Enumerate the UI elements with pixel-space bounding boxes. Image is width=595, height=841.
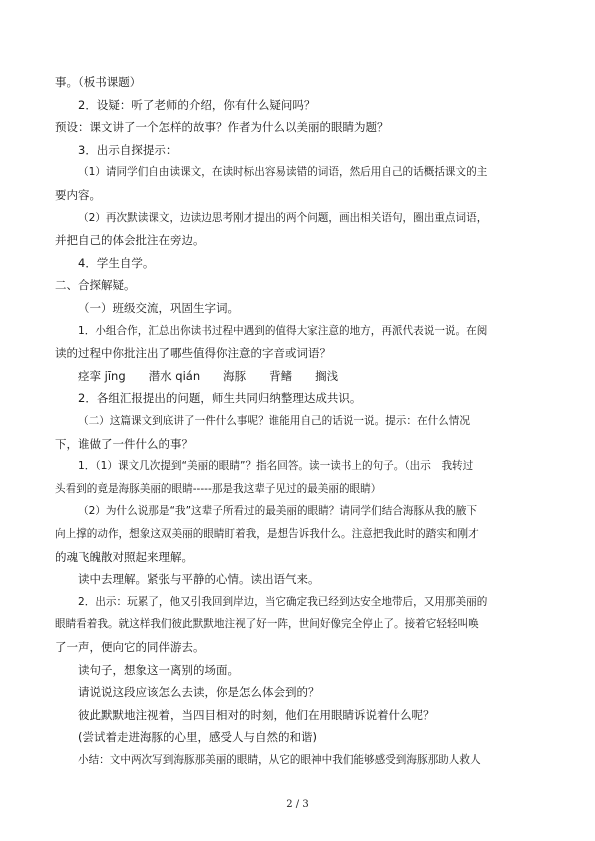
- text-line: 2．出示：玩累了，他又引我回到岸边，当它确定我已经到达安全地带后，又用那美丽的: [78, 595, 488, 608]
- text-line: 2．各组汇报提出的问题，师生共同归纳整理达成共识。: [78, 391, 362, 406]
- text-line: 读句子，想象这一离别的场面。: [78, 662, 239, 677]
- page-number: 2 / 3: [286, 799, 309, 810]
- text-line: 读的过程中你批注出了哪些值得你注意的字音或词语？: [55, 346, 331, 361]
- text-line: 并把自己的体会批注在旁边。: [55, 233, 205, 248]
- text-line: 头看到的竟是海豚美丽的眼睛-----那是我这辈子见过的最美丽的眼睛）: [55, 482, 382, 495]
- text-line: 的魂飞魄散对照起来理解。: [55, 549, 193, 564]
- text-line: （1）请同学们自由读课文，在读时标出容易读错的词语，然后用自己的话概括课文的主: [78, 166, 488, 179]
- text-line: （2）再次默读课文，边读边思考刚才提出的两个问题，画出相关语句，圈出重点词语，: [78, 211, 488, 224]
- text-line: 小结：文中两次写到海豚那美丽的眼睛，从它的眼神中我们能够感受到海豚那助人救人: [78, 754, 481, 766]
- text-line: 了一声，便向它的同伴游去。: [55, 640, 205, 654]
- text-line: 事。（板书课题）: [55, 75, 142, 89]
- text-line: 请说说这段应该怎么去读，你是怎么体会到的？: [78, 685, 320, 700]
- text-line: （一）班级交流，巩固生字词。: [78, 301, 239, 315]
- text-line: 3．出示自探提示：: [78, 142, 178, 157]
- text-line: （2）为什么说那是“我”这辈子所看过的最美丽的眼睛？请同学们结合海豚从我的腋下: [78, 505, 478, 518]
- text-line: 预设：课文讲了一个怎样的故事？作者为什么以美丽的眼睛为题？: [55, 120, 389, 135]
- text-line: 向上撑的动作，想象这双美丽的眼睛盯着我，是想告诉我什么。注意把我此时的踏实和刚才: [55, 528, 479, 540]
- text-line: 2．设疑：听了老师的介绍，你有什么疑问吗？: [78, 97, 316, 112]
- text-line: 4．学生自学。: [78, 255, 155, 270]
- text-line: (尝试着走进海豚的心里，感受人与自然的和谐): [78, 730, 317, 745]
- text-line: 要内容。: [55, 188, 101, 202]
- section-heading: 二、合探解疑。: [55, 278, 136, 293]
- text-line: 读中去理解。紧张与平静的心情。读出语气来。: [78, 572, 320, 587]
- text-line: 眼睛看着我。就这样我们彼此默默地注视了好一阵，世间好像完全停止了。接着它轻轻叫唤: [55, 618, 479, 631]
- text-line: 1．（1）课文几次提到“美丽的眼睛”？指名回答。读一读书上的句子。（出示 我转过: [78, 460, 474, 473]
- vocabulary-line: 痉挛 jīng 潜水 qián 海豚 背鳍 搁浅: [78, 368, 339, 383]
- text-line: （二）这篇课文到底讲了一件什么事呢？谁能用自己的话说一说。提示：在什么情况: [78, 415, 470, 427]
- text-line: 彼此默默地注视着，当四目相对的时刻，他们在用眼睛诉说着什么呢？: [78, 707, 435, 722]
- text-line: 1．小组合作，汇总出你读书过程中遇到的值得大家注意的地方，再派代表说一说。在阅: [78, 324, 488, 337]
- text-line: 下，谁做了一件什么的事？: [55, 436, 193, 451]
